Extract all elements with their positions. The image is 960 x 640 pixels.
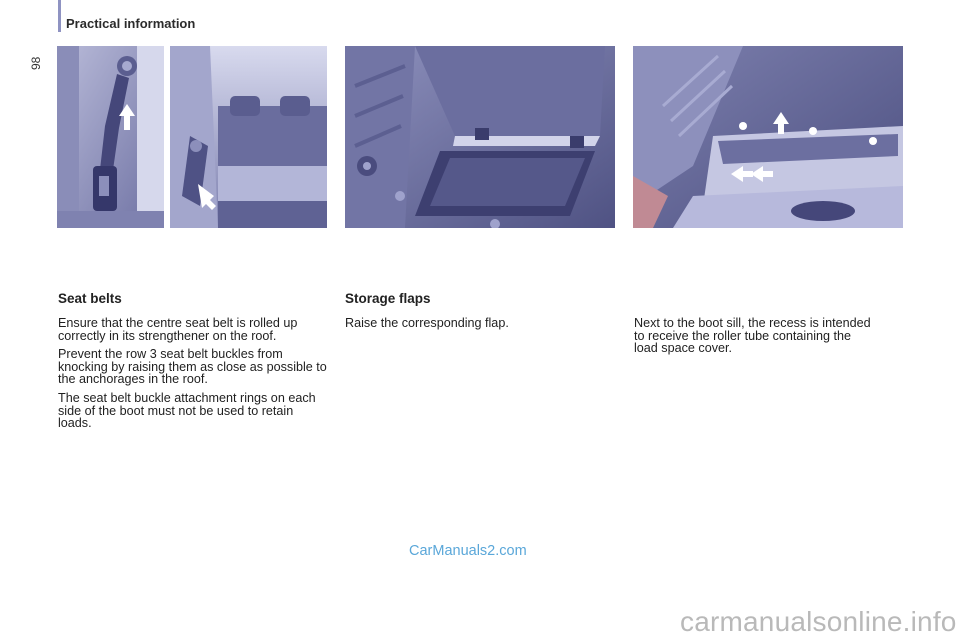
section-title-seat-belts: Seat belts [58,291,122,306]
storage-flaps-paragraph-1: Raise the corresponding flap. [345,316,509,330]
section-title-storage-flaps: Storage flaps [345,291,431,306]
watermark-carmanualsonline: carmanualsonline.info [680,606,957,637]
seat-belts-paragraph-2: Prevent the row 3 seat belt buckles from knocking by raising them as close as possible to the anchorages in the roof. [58,347,327,387]
storage-flaps-body [345,317,610,336]
margin-accent-bar [58,0,61,32]
watermark-carmanuals2[interactable]: CarManuals2.com [409,543,527,559]
seat-belt-strengthener-illustration [57,46,164,228]
storage-flap-illustration [345,46,615,228]
seat-belts-paragraph-3: The seat belt buckle attachment rings on each side of the boot must not be used to retain loads. [58,390,316,431]
page-header-title: Practical information [66,16,196,31]
seat-belts-body [58,317,328,436]
roller-tube-recess-illustration [633,46,903,228]
seat-belts-paragraph-1: Ensure that the centre seat belt is rolled up correctly in its strengthener on the roof. [58,316,298,343]
page-number: 98 [29,56,43,70]
seat-belt-buckle-illustration [170,46,327,228]
boot-sill-body [634,317,874,361]
boot-sill-paragraph-1: Next to the boot sill, the recess is intended to receive the roller tube containing the load space cover. [634,316,871,356]
